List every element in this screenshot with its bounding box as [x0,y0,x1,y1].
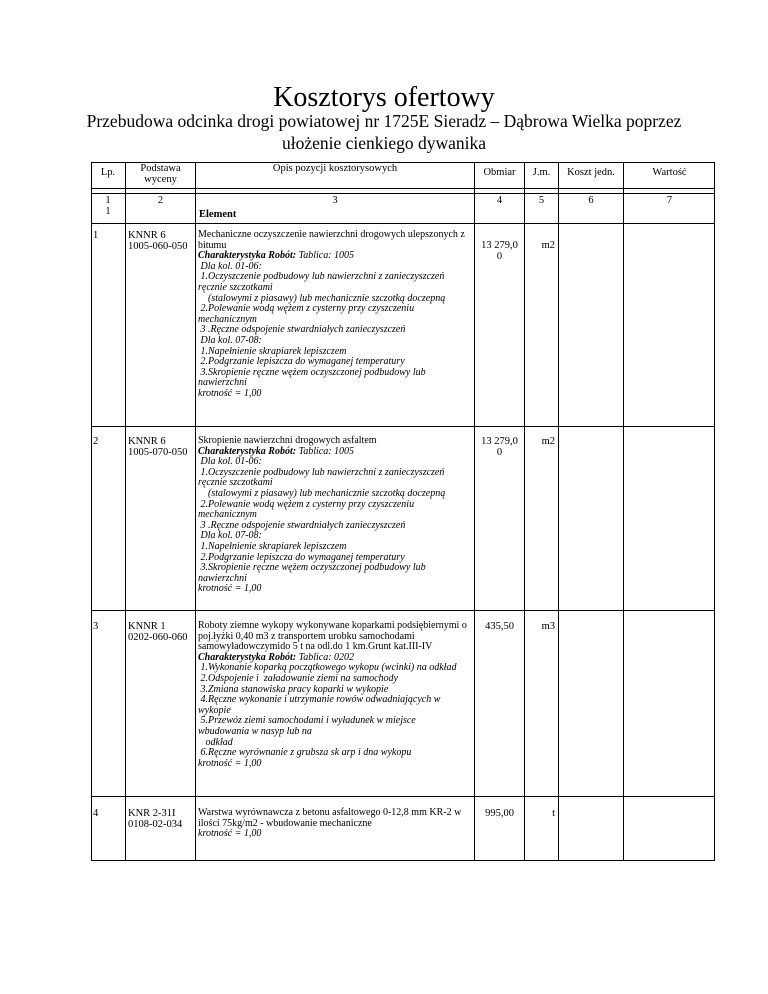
row-1-multiplier: krotność = 1,00 [198,387,262,399]
row-2-char-value: Tablica: 1005 [298,445,355,457]
row-2-description [198,436,472,595]
table-rule [524,162,525,861]
row-2-lp: 2 [93,436,99,447]
row-1-detail: mechanicznym [198,313,257,325]
row-2-detail: ręcznie szczotkami [198,477,273,489]
row-2-detail: nawierzchni [198,572,247,584]
row-1-detail: Dla kol. 01-06: [198,260,262,272]
row-1-basis: KNNR 6 1005-060-050 [128,230,188,252]
row-2-quantity: 13 279,0 0 [481,436,518,458]
header-basis: Podstawa wyceny [140,163,181,185]
row-2-multiplier: krotność = 1,00 [198,583,262,595]
row-1-detail: (stalowymi z piasawy) lub mechanicznie szczotką doczepną [198,292,446,304]
row-1-detail: nawierzchni [198,377,247,389]
row-2-detail: Dla kol. 01-06: [198,456,262,468]
row-3-detail: wykopie [198,704,231,716]
table-rule [558,162,559,861]
row-3-multiplier: krotność = 1,00 [198,757,262,769]
row-2-detail: Dla kol. 07-08: [198,530,262,542]
colnum-quantity: 4 [496,195,503,206]
row-3-basis: KNNR 1 0202-060-060 [128,621,188,643]
row-2-detail: (stalowymi z piasawy) lub mechanicznie szczotką doczepną [198,487,446,499]
row-2-basis: KNNR 6 1005-070-050 [128,436,188,458]
row-1-char-value: Tablica: 1005 [298,250,355,262]
row-1-detail: 3.Skropienie ręczne wężem oczyszczonej podbudowy lub [198,366,426,378]
row-3-description [198,621,472,769]
row-3-lp: 3 [93,621,99,632]
row-2-detail: 3 .Ręczne odspojenie stwardniałych zanieczyszczeń [198,519,406,531]
row-3-detail: 2.Odspojenie i załadowanie ziemi na samochody [198,672,398,684]
row-4-unit: t [552,808,555,819]
row-4-multiplier: krotność = 1,00 [198,828,262,840]
row-4-description [198,808,472,840]
page-subtitle: Przebudowa odcinka drogi powiatowej nr 1725E Sieradz – Dąbrowa Wielka poprzez ułożenie cienkiego dywanika [86,111,682,153]
row-1-detail: 2.Podgrzanie lepiszcza do wymaganej temperatury [198,356,405,368]
colnum-unit-price: 6 [588,195,594,206]
row-2-detail: 2.Podgrzanie lepiszcza do wymaganej temperatury [198,551,405,563]
row-1-detail: 1.Napełnienie skrapiarek lepiszczem [198,345,347,357]
header-unit: J.m. [532,167,551,178]
row-3-detail: 4.Ręczne wykonanie i utrzymanie rowów odwadniających w [198,694,441,706]
row-2-detail: 3.Skropienie ręczne wężem oczyszczonej podbudowy lub [198,562,426,574]
row-1-detail: Dla kol. 07-08: [198,334,262,346]
row-1-detail: ręcznie szczotkami [198,281,273,293]
row-3-char-label: Charakterystyka Robót: [198,651,297,663]
row-2-char-label: Charakterystyka Robót: [198,445,297,457]
header-description: Opis pozycji kosztorysowych [272,163,398,174]
colnum-lp-top: 1 [105,195,111,206]
row-3-char-value: Tablica: 0202 [298,651,355,663]
row-1-detail: 1.Oczyszczenie podbudowy lub nawierzchni z zanieczyszczeń [198,271,445,283]
table-rule [91,426,715,427]
colnum-unit: 5 [538,195,545,206]
table-rule [125,162,126,861]
colnum-value: 7 [666,195,673,206]
table-rule [474,162,475,861]
row-2-unit: m2 [541,436,555,447]
row-3-detail: wbudowania w nasyp lub na [198,725,312,737]
row-4-name: Warstwa wyrównawcza z betonu asfaltowego 0-12,8 mm KR-2 w ilości 75kg/m2 - wbudowanie mechaniczne [198,807,462,829]
table-rule [91,796,715,797]
row-3-detail: 5.Przewóz ziemi samochodami i wyładunek w miejsce [198,715,416,727]
row-3-detail: 1.Wykonanie koparką początkowego wykopu (wcinki) na odkład [198,662,457,674]
row-1-detail: 2.Polewanie wodą wężem z cysterny przy czyszczeniu [198,303,415,315]
colnum-basis: 2 [157,195,164,206]
row-3-unit: m3 [541,621,555,632]
row-1-unit: m2 [541,240,555,251]
row-1-description [198,230,472,400]
table-rule [623,162,624,861]
table-rule [195,162,196,861]
row-3-name: Roboty ziemne wykopy wykonywane koparkami podsiębiernymi o poj.łyżki 0,40 m3 z transportem urobku samochodami samowyładowczymido 5 t na odl.do 1 km.Grunt kat.III-IV [198,620,467,653]
table-rule [91,223,715,224]
table-rule [91,188,715,189]
row-3-quantity: 435,50 [485,621,514,632]
row-4-lp: 4 [93,808,99,819]
row-3-detail: odkład [198,736,233,748]
colnum-lp-bottom: 1 [105,206,111,217]
row-1-lp: 1 [93,230,99,241]
table-rule [91,610,715,611]
header-value: Wartość [652,167,687,178]
element-label: Element [199,209,237,220]
colnum-description: 3 [332,195,338,206]
row-2-name: Skropienie nawierzchni drogowych asfaltem [198,435,377,446]
row-4-basis: KNR 2-31I 0108-02-034 [128,808,183,830]
row-1-char-label: Charakterystyka Robót: [198,250,297,262]
table-rule [91,193,715,194]
row-3-detail: 6.Ręczne wyrównanie z grubsza sk arp i dna wykopu [198,747,412,759]
row-1-name: Mechaniczne oczyszczenie nawierzchni drogowych ulepszonych z bitumu [198,229,465,251]
header-unit-price: Koszt jedn. [567,167,615,178]
row-2-detail: 1.Oczyszczenie podbudowy lub nawierzchni z zanieczyszczeń [198,466,445,478]
row-2-detail: mechanicznym [198,509,257,521]
row-2-detail: 2.Polewanie wodą wężem z cysterny przy czyszczeniu [198,498,415,510]
row-2-detail: 1.Napełnienie skrapiarek lepiszczem [198,540,347,552]
header-quantity: Obmiar [483,167,516,178]
row-3-detail: 3.Zmiana stanowiska pracy koparki w wykopie [198,683,389,695]
row-1-detail: 3 .Ręczne odspojenie stwardniałych zanieczyszczeń [198,324,406,336]
page-title: Kosztorys ofertowy [273,82,495,113]
row-1-quantity: 13 279,0 0 [481,240,518,262]
row-4-quantity: 995,00 [485,808,514,819]
header-lp: Lp. [100,167,116,178]
